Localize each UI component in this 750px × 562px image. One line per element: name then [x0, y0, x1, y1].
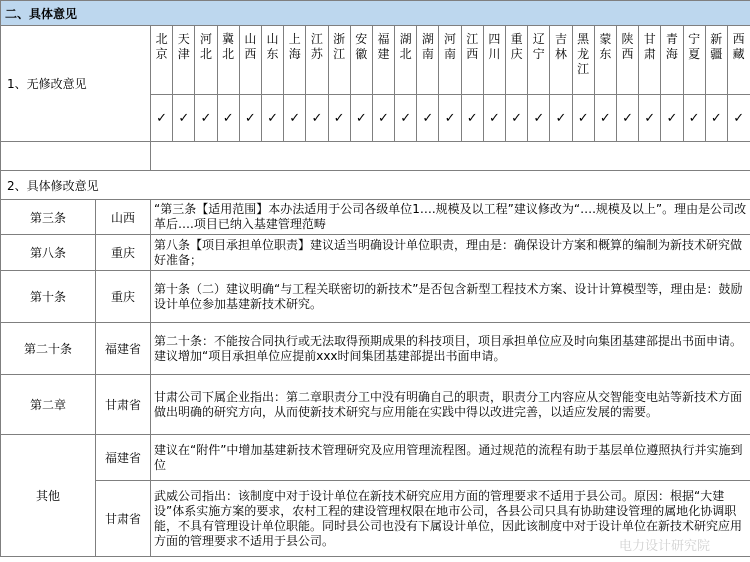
check-cell: ✓: [661, 95, 683, 142]
check-cell: ✓: [395, 95, 417, 142]
check-cell: ✓: [284, 95, 306, 142]
check-cell: ✓: [528, 95, 550, 142]
check-cell: ✓: [350, 95, 372, 142]
check-cell: ✓: [261, 95, 283, 142]
province-header: 辽 宁: [528, 26, 550, 95]
province-header: 河 北: [195, 26, 217, 95]
province-header: 湖 南: [417, 26, 439, 95]
province-header: 安 徽: [350, 26, 372, 95]
section-title: 二、具体意见: [1, 1, 750, 26]
unit-cell: 福建省: [96, 323, 151, 375]
check-cell: ✓: [594, 95, 616, 142]
check-cell: ✓: [239, 95, 261, 142]
check-cell: ✓: [417, 95, 439, 142]
province-header: 陕 西: [616, 26, 638, 95]
check-cell: ✓: [195, 95, 217, 142]
check-cell: ✓: [306, 95, 328, 142]
province-header: 四 川: [483, 26, 505, 95]
province-header: 蒙 东: [594, 26, 616, 95]
blank-cell: [1, 142, 151, 171]
check-cell: ✓: [483, 95, 505, 142]
check-cell: ✓: [461, 95, 483, 142]
opinion-text: “第三条【适用范围】本办法适用于公司各级单位1….规模及以工程”建议修改为“….规模及以上”。理由是公司改革后….项目已纳入基建管理范畴: [151, 200, 750, 235]
province-header: 吉 林: [550, 26, 572, 95]
article-cell: 第十条: [1, 271, 96, 323]
unit-cell: 福建省: [96, 435, 151, 481]
province-header: 冀 北: [217, 26, 239, 95]
unit-cell: 甘肃省: [96, 375, 151, 435]
province-header: 新 疆: [705, 26, 727, 95]
check-cell: ✓: [683, 95, 705, 142]
province-header: 北 京: [151, 26, 173, 95]
check-cell: ✓: [151, 95, 173, 142]
province-header: 浙 江: [328, 26, 350, 95]
no-change-label: 1、无修改意见: [1, 26, 151, 142]
article-cell: 第二章: [1, 375, 96, 435]
opinion-text: 甘肃公司下属企业指出：第二章职责分工中没有明确自己的职责，职责分工内容应从交智能变电站等新技术方面做出明确的研究方向，从而使新技术研究与应用能在实践中得以改进完善，以适应发展的需要。: [151, 375, 750, 435]
province-header: 江 西: [461, 26, 483, 95]
article-cell: 第三条: [1, 200, 96, 235]
check-cell: ✓: [372, 95, 394, 142]
unit-cell: 甘肃省: [96, 481, 151, 557]
check-cell: ✓: [705, 95, 727, 142]
unit-cell: 山西: [96, 200, 151, 235]
province-header: 天 津: [173, 26, 195, 95]
province-header: 西 藏: [727, 26, 750, 95]
province-header: 重 庆: [506, 26, 528, 95]
article-cell: 其他: [1, 435, 96, 557]
opinion-text: 第八条【项目承担单位职责】建议适当明确设计单位职责，理由是：确保设计方案和概算的编制为新技术研究做好准备；: [151, 235, 750, 271]
province-header: 湖 北: [395, 26, 417, 95]
check-cell: ✓: [550, 95, 572, 142]
unit-cell: 重庆: [96, 235, 151, 271]
province-header: 甘 肃: [639, 26, 661, 95]
province-header: 江 苏: [306, 26, 328, 95]
province-header: 黑 龙 江: [572, 26, 594, 95]
province-header: 福 建: [372, 26, 394, 95]
opinion-text: 第十条（二）建议明确“与工程关联密切的新技术”是否包含新型工程技术方案、设计计算模型等，理由是：鼓励设计单位参加基建新技术研究。: [151, 271, 750, 323]
check-cell: ✓: [328, 95, 350, 142]
check-cell: ✓: [506, 95, 528, 142]
check-cell: ✓: [173, 95, 195, 142]
article-cell: 第二十条: [1, 323, 96, 375]
check-cell: ✓: [439, 95, 461, 142]
unit-cell: 重庆: [96, 271, 151, 323]
check-cell: ✓: [727, 95, 750, 142]
opinion-text: 武威公司指出：该制度中对于设计单位在新技术研究应用方面的管理要求不适用于县公司。原因：根据“大建设”体系实施方案的要求，农村工程的建设管理权限在地市公司，各县公司只具有协助建设管理的属地化协调职能，不具有管理设计单位职能。同时县公司也没有下属设计单位，因此该制度中对于设计单位在新技术研究应用方面的管理要求不适用于县公司。: [151, 481, 750, 557]
province-header: 宁 夏: [683, 26, 705, 95]
check-cell: ✓: [639, 95, 661, 142]
opinion-text: 建议在“附件”中增加基建新技术管理研究及应用管理流程图。通过规范的流程有助于基层单位遵照执行并实施到位: [151, 435, 750, 481]
province-header: 青 海: [661, 26, 683, 95]
province-header: 河 南: [439, 26, 461, 95]
province-header: 上 海: [284, 26, 306, 95]
specific-label: 2、具体修改意见: [1, 171, 750, 200]
blank-cell: [151, 142, 750, 171]
province-header: 山 东: [261, 26, 283, 95]
watermark: 电力设计研究院: [618, 539, 710, 554]
article-cell: 第八条: [1, 235, 96, 271]
province-header: 山 西: [239, 26, 261, 95]
check-cell: ✓: [616, 95, 638, 142]
opinion-text: 第二十条：不能按合同执行或无法取得预期成果的科技项目，项目承担单位应及时向集团基建部提出书面申请。建议增加“项目承担单位应提前xxx时间集团基建部提出书面申请。: [151, 323, 750, 375]
check-cell: ✓: [217, 95, 239, 142]
check-cell: ✓: [572, 95, 594, 142]
